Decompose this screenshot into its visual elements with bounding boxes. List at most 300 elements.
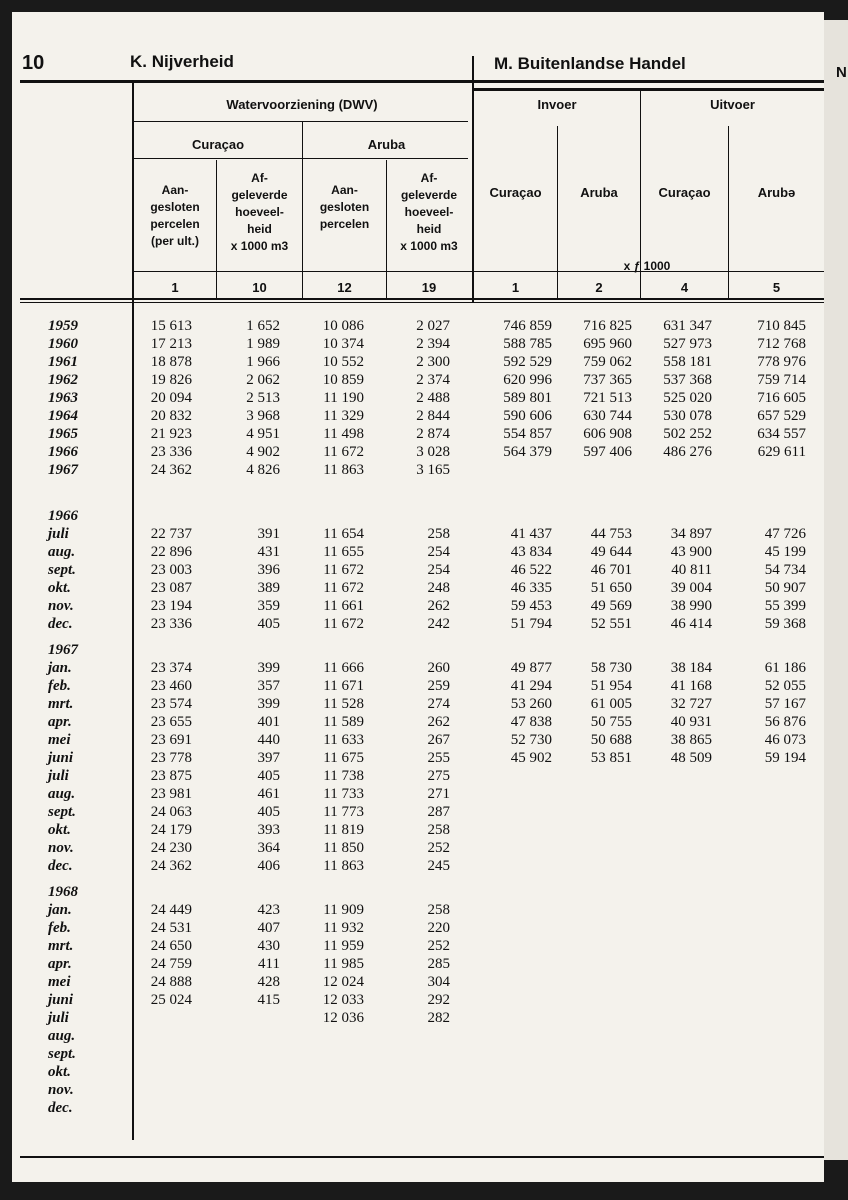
table-row bbox=[12, 1046, 824, 1064]
table-row bbox=[12, 562, 824, 580]
cell-col-7: 40 931 bbox=[670, 714, 712, 730]
cell-col-5: 589 801 bbox=[503, 390, 552, 406]
cell-col-4: 275 bbox=[427, 768, 450, 784]
cell-col-3: 11 733 bbox=[323, 786, 364, 802]
cell-col-8: 52 055 bbox=[764, 678, 806, 694]
table-row bbox=[12, 858, 824, 876]
row-label: okt. bbox=[48, 1064, 71, 1080]
cell-col-2: 405 bbox=[257, 616, 280, 632]
table-row bbox=[12, 678, 824, 696]
row-label: 1963 bbox=[48, 390, 78, 406]
cell-col-7: 41 168 bbox=[670, 678, 712, 694]
table-bottom-rule bbox=[20, 1156, 824, 1158]
row-label: juni bbox=[48, 750, 74, 766]
table-row bbox=[12, 616, 824, 634]
cell-col-2: 461 bbox=[257, 786, 280, 802]
cell-col-2: 359 bbox=[257, 598, 280, 614]
colnum-6: 2 bbox=[595, 280, 603, 295]
row-label: aug. bbox=[48, 544, 76, 560]
table-row bbox=[12, 1010, 824, 1028]
cell-col-3: 11 655 bbox=[323, 544, 364, 560]
table-row bbox=[12, 336, 824, 354]
table-row bbox=[12, 1028, 824, 1046]
row-label: sept. bbox=[48, 1046, 76, 1062]
cell-col-7: 43 900 bbox=[670, 544, 712, 560]
cell-col-5: 59 453 bbox=[510, 598, 552, 614]
cell-col-1: 25 024 bbox=[150, 992, 192, 1008]
table-row bbox=[12, 750, 824, 768]
cell-col-7: 38 865 bbox=[670, 732, 712, 748]
cell-col-3: 11 863 bbox=[323, 858, 364, 874]
cell-col-7: 486 276 bbox=[663, 444, 712, 460]
cell-col-8: 55 399 bbox=[764, 598, 806, 614]
colnum-8: 5 bbox=[772, 280, 781, 295]
cell-col-8: 56 876 bbox=[764, 714, 806, 730]
row-label: 1961 bbox=[48, 354, 78, 370]
cell-col-4: 259 bbox=[427, 678, 450, 694]
cell-col-4: 262 bbox=[427, 714, 450, 730]
cell-col-2: 430 bbox=[257, 938, 280, 954]
cell-col-1: 23 875 bbox=[150, 768, 192, 784]
cell-col-3: 11 633 bbox=[323, 732, 364, 748]
cell-col-6: 721 513 bbox=[583, 390, 632, 406]
row-label: nov. bbox=[48, 1082, 74, 1098]
table-row bbox=[12, 354, 824, 372]
row-label: juli bbox=[48, 768, 69, 784]
cell-col-4: 254 bbox=[427, 562, 450, 578]
cell-col-1: 20 094 bbox=[150, 390, 192, 406]
row-label: juli bbox=[48, 1010, 69, 1026]
rule-above-colnums bbox=[134, 271, 824, 272]
row-label: 1966 bbox=[48, 508, 78, 524]
header-col-aangesloten-aruba: Aan- gesloten percelen bbox=[319, 183, 370, 231]
cell-col-8: 45 199 bbox=[764, 544, 806, 560]
adjacent-page-letter: N bbox=[836, 64, 847, 81]
table-row bbox=[12, 660, 824, 678]
cell-col-4: 285 bbox=[427, 956, 450, 972]
colnum-3: 12 bbox=[337, 280, 352, 295]
row-label: 1966 bbox=[48, 444, 78, 460]
cell-col-3: 11 675 bbox=[323, 750, 364, 766]
cell-col-8: 634 557 bbox=[757, 426, 806, 442]
cell-col-8: 778 976 bbox=[757, 354, 806, 370]
cell-col-2: 405 bbox=[257, 768, 280, 784]
row-label: 1959 bbox=[48, 318, 78, 334]
cell-col-4: 271 bbox=[427, 786, 450, 802]
cell-col-3: 12 024 bbox=[322, 974, 364, 990]
cell-col-6: 759 062 bbox=[583, 354, 632, 370]
cell-col-2: 1 966 bbox=[246, 354, 280, 370]
cell-col-3: 10 859 bbox=[322, 372, 364, 388]
cell-col-6: 44 753 bbox=[590, 526, 632, 542]
cell-col-4: 287 bbox=[427, 804, 450, 820]
row-label: sept. bbox=[48, 562, 76, 578]
table-row bbox=[12, 426, 824, 444]
table-row bbox=[12, 768, 824, 786]
rule-below-colnums-2 bbox=[20, 302, 824, 303]
cell-col-2: 357 bbox=[257, 678, 280, 694]
table-row bbox=[12, 938, 824, 956]
cell-col-2: 364 bbox=[257, 840, 280, 856]
cell-col-8: 657 529 bbox=[757, 408, 806, 424]
rule-section-divider bbox=[472, 56, 474, 302]
cell-col-4: 252 bbox=[427, 938, 450, 954]
cell-col-2: 4 902 bbox=[246, 444, 280, 460]
cell-col-3: 11 863 bbox=[323, 462, 364, 478]
table-row bbox=[12, 696, 824, 714]
section-title-foreign-trade: M. Buitenlandse Handel bbox=[494, 54, 686, 73]
cell-col-2: 401 bbox=[257, 714, 280, 730]
cell-col-3: 11 672 bbox=[323, 444, 364, 460]
table-row bbox=[12, 884, 824, 902]
cell-col-7: 38 990 bbox=[670, 598, 712, 614]
row-label: 1968 bbox=[48, 884, 78, 900]
cell-col-1: 23 778 bbox=[150, 750, 192, 766]
table-row bbox=[12, 390, 824, 408]
cell-col-2: 393 bbox=[257, 822, 280, 838]
cell-col-6: 50 755 bbox=[590, 714, 632, 730]
cell-col-4: 248 bbox=[427, 580, 450, 596]
cell-col-2: 415 bbox=[257, 992, 280, 1008]
cell-col-1: 24 063 bbox=[150, 804, 192, 820]
cell-col-5: 52 730 bbox=[510, 732, 552, 748]
cell-col-3: 11 672 bbox=[323, 616, 364, 632]
cell-col-3: 11 959 bbox=[323, 938, 364, 954]
cell-col-3: 11 666 bbox=[323, 660, 364, 676]
cell-col-5: 41 437 bbox=[510, 526, 552, 542]
cell-col-3: 11 190 bbox=[323, 390, 364, 406]
table-row bbox=[12, 1082, 824, 1100]
cell-col-5: 49 877 bbox=[510, 660, 552, 676]
cell-col-1: 24 449 bbox=[150, 902, 192, 918]
cell-col-2: 1 989 bbox=[246, 336, 280, 352]
table-row bbox=[12, 408, 824, 426]
cell-col-3: 11 498 bbox=[323, 426, 364, 442]
cell-col-5: 51 794 bbox=[510, 616, 552, 632]
row-label: jan. bbox=[48, 660, 72, 676]
table-row bbox=[12, 714, 824, 732]
cell-col-4: 282 bbox=[427, 1010, 450, 1026]
header-col-uitvoer-aruba: Arubə bbox=[757, 185, 796, 200]
row-label: feb. bbox=[48, 920, 71, 936]
cell-col-1: 24 759 bbox=[150, 956, 192, 972]
cell-col-2: 428 bbox=[257, 974, 280, 990]
cell-col-3: 11 671 bbox=[323, 678, 364, 694]
cell-col-4: 254 bbox=[427, 544, 450, 560]
cell-col-1: 22 737 bbox=[150, 526, 192, 542]
cell-col-4: 255 bbox=[427, 750, 450, 766]
cell-col-8: 46 073 bbox=[764, 732, 806, 748]
cell-col-1: 22 896 bbox=[150, 544, 192, 560]
row-label: nov. bbox=[48, 598, 74, 614]
cell-col-1: 23 574 bbox=[150, 696, 192, 712]
colnum-1: 1 bbox=[171, 280, 179, 295]
cell-col-7: 40 811 bbox=[671, 562, 712, 578]
cell-col-8: 59 194 bbox=[764, 750, 806, 766]
row-label: 1967 bbox=[48, 642, 78, 658]
cell-col-4: 258 bbox=[427, 822, 450, 838]
cell-col-7: 530 078 bbox=[663, 408, 712, 424]
cell-col-8: 629 611 bbox=[757, 444, 806, 460]
row-label: jan. bbox=[48, 902, 72, 918]
cell-col-2: 397 bbox=[257, 750, 280, 766]
cell-col-5: 47 838 bbox=[510, 714, 552, 730]
header-col-invoer-aruba: Aruba bbox=[580, 185, 618, 200]
cell-col-4: 260 bbox=[427, 660, 450, 676]
cell-col-1: 17 213 bbox=[150, 336, 192, 352]
adjacent-page-edge bbox=[824, 20, 848, 1160]
cell-col-4: 2 844 bbox=[416, 408, 450, 424]
row-label: 1965 bbox=[48, 426, 78, 442]
cell-col-1: 23 374 bbox=[150, 660, 192, 676]
row-label: apr. bbox=[48, 956, 72, 972]
cell-col-1: 24 362 bbox=[150, 858, 192, 874]
cell-col-1: 24 650 bbox=[150, 938, 192, 954]
cell-col-4: 3 028 bbox=[416, 444, 450, 460]
table-row bbox=[12, 902, 824, 920]
row-label: 1960 bbox=[48, 336, 78, 352]
cell-col-3: 11 654 bbox=[323, 526, 364, 542]
cell-col-7: 34 897 bbox=[670, 526, 712, 542]
row-label: dec. bbox=[48, 1100, 73, 1116]
cell-col-6: 695 960 bbox=[583, 336, 632, 352]
cell-col-1: 23 087 bbox=[150, 580, 192, 596]
cell-col-8: 759 714 bbox=[757, 372, 806, 388]
cell-col-6: 630 744 bbox=[583, 408, 632, 424]
cell-col-7: 558 181 bbox=[663, 354, 712, 370]
table-row bbox=[12, 992, 824, 1010]
cell-col-1: 23 336 bbox=[150, 444, 192, 460]
cell-col-3: 11 850 bbox=[323, 840, 364, 856]
cell-col-3: 11 932 bbox=[323, 920, 364, 936]
cell-col-1: 19 826 bbox=[150, 372, 192, 388]
rule-island-sub bbox=[134, 158, 468, 159]
cell-col-2: 411 bbox=[258, 956, 280, 972]
cell-col-7: 46 414 bbox=[670, 616, 712, 632]
cell-col-4: 2 027 bbox=[416, 318, 450, 334]
cell-col-7: 502 252 bbox=[663, 426, 712, 442]
cell-col-5: 746 859 bbox=[503, 318, 552, 334]
table-row bbox=[12, 318, 824, 336]
cell-col-8: 710 845 bbox=[757, 318, 806, 334]
cell-col-5: 46 522 bbox=[510, 562, 552, 578]
cell-col-4: 2 300 bbox=[416, 354, 450, 370]
cell-col-1: 24 531 bbox=[150, 920, 192, 936]
header-col-aangesloten-curacao: Aan- gesloten percelen (per ult.) bbox=[150, 183, 200, 248]
cell-col-4: 262 bbox=[427, 598, 450, 614]
rule-col7-col8 bbox=[728, 126, 729, 300]
cell-col-1: 20 832 bbox=[150, 408, 192, 424]
table-row bbox=[12, 1064, 824, 1082]
cell-col-6: 46 701 bbox=[590, 562, 632, 578]
cell-col-5: 620 996 bbox=[503, 372, 552, 388]
cell-col-3: 11 819 bbox=[323, 822, 364, 838]
section-title-industry: K. Nijverheid bbox=[130, 52, 234, 71]
cell-col-4: 3 165 bbox=[416, 462, 450, 478]
cell-col-8: 47 726 bbox=[764, 526, 806, 542]
cell-col-1: 23 981 bbox=[150, 786, 192, 802]
cell-col-6: 49 644 bbox=[590, 544, 632, 560]
cell-col-2: 4 826 bbox=[246, 462, 280, 478]
cell-col-2: 391 bbox=[257, 526, 280, 542]
cell-col-1: 23 655 bbox=[150, 714, 192, 730]
cell-col-3: 12 033 bbox=[322, 992, 364, 1008]
cell-col-2: 423 bbox=[257, 902, 280, 918]
row-label: okt. bbox=[48, 580, 71, 596]
cell-col-4: 220 bbox=[427, 920, 450, 936]
cell-col-5: 588 785 bbox=[503, 336, 552, 352]
row-label: 1967 bbox=[48, 462, 78, 478]
cell-col-5: 43 834 bbox=[510, 544, 552, 560]
cell-col-8: 712 768 bbox=[757, 336, 806, 352]
cell-col-3: 11 672 bbox=[323, 580, 364, 596]
table-row bbox=[12, 1100, 824, 1118]
header-aruba-water: Aruba bbox=[367, 137, 406, 152]
cell-col-4: 258 bbox=[427, 526, 450, 542]
cell-col-3: 10 374 bbox=[322, 336, 364, 352]
cell-col-7: 537 368 bbox=[663, 372, 712, 388]
cell-col-2: 1 652 bbox=[246, 318, 280, 334]
table-row bbox=[12, 804, 824, 822]
row-label: 1964 bbox=[48, 408, 78, 424]
row-label: mei bbox=[48, 732, 71, 748]
table-row bbox=[12, 732, 824, 750]
rule-water-sub bbox=[134, 121, 468, 122]
row-label: 1962 bbox=[48, 372, 78, 388]
cell-col-1: 18 878 bbox=[150, 354, 192, 370]
cell-col-6: 51 650 bbox=[590, 580, 632, 596]
table-row bbox=[12, 462, 824, 480]
cell-col-2: 396 bbox=[257, 562, 280, 578]
table-row bbox=[12, 526, 824, 544]
cell-col-2: 2 513 bbox=[246, 390, 280, 406]
cell-col-4: 2 874 bbox=[416, 426, 450, 442]
row-label: dec. bbox=[48, 616, 73, 632]
table-row bbox=[12, 642, 824, 660]
header-col-invoer-curacao: Curaçao bbox=[489, 185, 542, 200]
cell-col-3: 11 773 bbox=[323, 804, 364, 820]
row-label: apr. bbox=[48, 714, 72, 730]
trade-top-rule bbox=[472, 88, 824, 91]
scanned-page bbox=[12, 12, 824, 1182]
table-row bbox=[12, 956, 824, 974]
cell-col-5: 592 529 bbox=[503, 354, 552, 370]
cell-col-1: 15 613 bbox=[150, 318, 192, 334]
cell-col-7: 38 184 bbox=[670, 660, 712, 676]
cell-col-5: 53 260 bbox=[510, 696, 552, 712]
cell-col-1: 23 336 bbox=[150, 616, 192, 632]
cell-col-3: 11 661 bbox=[323, 598, 364, 614]
header-top-rule bbox=[20, 80, 824, 83]
cell-col-8: 54 734 bbox=[764, 562, 806, 578]
cell-col-1: 23 194 bbox=[150, 598, 192, 614]
cell-col-3: 11 329 bbox=[323, 408, 364, 424]
row-label: dec. bbox=[48, 858, 73, 874]
cell-col-4: 252 bbox=[427, 840, 450, 856]
table-row bbox=[12, 580, 824, 598]
cell-col-4: 304 bbox=[427, 974, 450, 990]
cell-col-8: 59 368 bbox=[764, 616, 806, 632]
header-curacao-water: Curaçao bbox=[191, 137, 245, 152]
header-invoer: Invoer bbox=[537, 97, 577, 112]
row-label: feb. bbox=[48, 678, 71, 694]
cell-col-4: 245 bbox=[427, 858, 450, 874]
cell-col-2: 406 bbox=[257, 858, 280, 874]
header-col-geleverd-aruba: Af- geleverde hoeveel- heid x 1000 m3 bbox=[400, 171, 458, 253]
row-label: juni bbox=[48, 992, 74, 1008]
cell-col-6: 49 569 bbox=[590, 598, 632, 614]
cell-col-1: 23 460 bbox=[150, 678, 192, 694]
cell-col-5: 554 857 bbox=[503, 426, 552, 442]
table-row bbox=[12, 822, 824, 840]
cell-col-1: 24 888 bbox=[150, 974, 192, 990]
table-row bbox=[12, 444, 824, 462]
cell-col-1: 23 691 bbox=[150, 732, 192, 748]
colnum-4: 19 bbox=[421, 280, 437, 295]
cell-col-7: 39 004 bbox=[670, 580, 712, 596]
cell-col-4: 2 394 bbox=[416, 336, 450, 352]
cell-col-1: 21 923 bbox=[150, 426, 192, 442]
cell-col-3: 11 589 bbox=[323, 714, 364, 730]
cell-col-4: 267 bbox=[427, 732, 450, 748]
cell-col-3: 10 086 bbox=[322, 318, 364, 334]
cell-col-4: 292 bbox=[427, 992, 450, 1008]
header-uitvoer: Uitvoer bbox=[710, 97, 755, 112]
rule-below-colnums bbox=[20, 298, 824, 300]
cell-col-5: 564 379 bbox=[503, 444, 552, 460]
cell-col-2: 405 bbox=[257, 804, 280, 820]
table-row bbox=[12, 840, 824, 858]
table-row bbox=[12, 372, 824, 390]
cell-col-6: 58 730 bbox=[590, 660, 632, 676]
cell-col-4: 2 374 bbox=[416, 372, 450, 388]
row-label: okt. bbox=[48, 822, 71, 838]
cell-col-8: 50 907 bbox=[764, 580, 806, 596]
cell-col-6: 52 551 bbox=[590, 616, 632, 632]
cell-col-1: 24 179 bbox=[150, 822, 192, 838]
table-row bbox=[12, 786, 824, 804]
cell-col-2: 3 968 bbox=[246, 408, 280, 424]
cell-col-2: 407 bbox=[257, 920, 280, 936]
cell-col-3: 11 672 bbox=[323, 562, 364, 578]
row-label: aug. bbox=[48, 1028, 76, 1044]
row-label: mrt. bbox=[48, 696, 74, 712]
cell-col-5: 46 335 bbox=[510, 580, 552, 596]
row-label: aug. bbox=[48, 786, 76, 802]
cell-col-7: 32 727 bbox=[670, 696, 712, 712]
cell-col-8: 716 605 bbox=[757, 390, 806, 406]
cell-col-2: 399 bbox=[257, 660, 280, 676]
cell-col-5: 45 902 bbox=[510, 750, 552, 766]
cell-col-8: 57 167 bbox=[764, 696, 806, 712]
cell-col-4: 242 bbox=[427, 616, 450, 632]
cell-col-3: 11 909 bbox=[323, 902, 364, 918]
header-col-uitvoer-curacao: Curaçao bbox=[658, 185, 711, 200]
cell-col-6: 61 005 bbox=[590, 696, 632, 712]
cell-col-4: 274 bbox=[427, 696, 450, 712]
cell-col-5: 590 606 bbox=[503, 408, 552, 424]
cell-col-7: 527 973 bbox=[663, 336, 712, 352]
row-label: nov. bbox=[48, 840, 74, 856]
colnum-7: 4 bbox=[680, 280, 689, 295]
cell-col-3: 11 528 bbox=[323, 696, 364, 712]
cell-col-2: 4 951 bbox=[246, 426, 280, 442]
cell-col-3: 11 738 bbox=[323, 768, 364, 784]
cell-col-2: 440 bbox=[257, 732, 280, 748]
page-number: 10 bbox=[22, 52, 45, 74]
cell-col-2: 2 062 bbox=[246, 372, 280, 388]
row-label: juli bbox=[48, 526, 69, 542]
